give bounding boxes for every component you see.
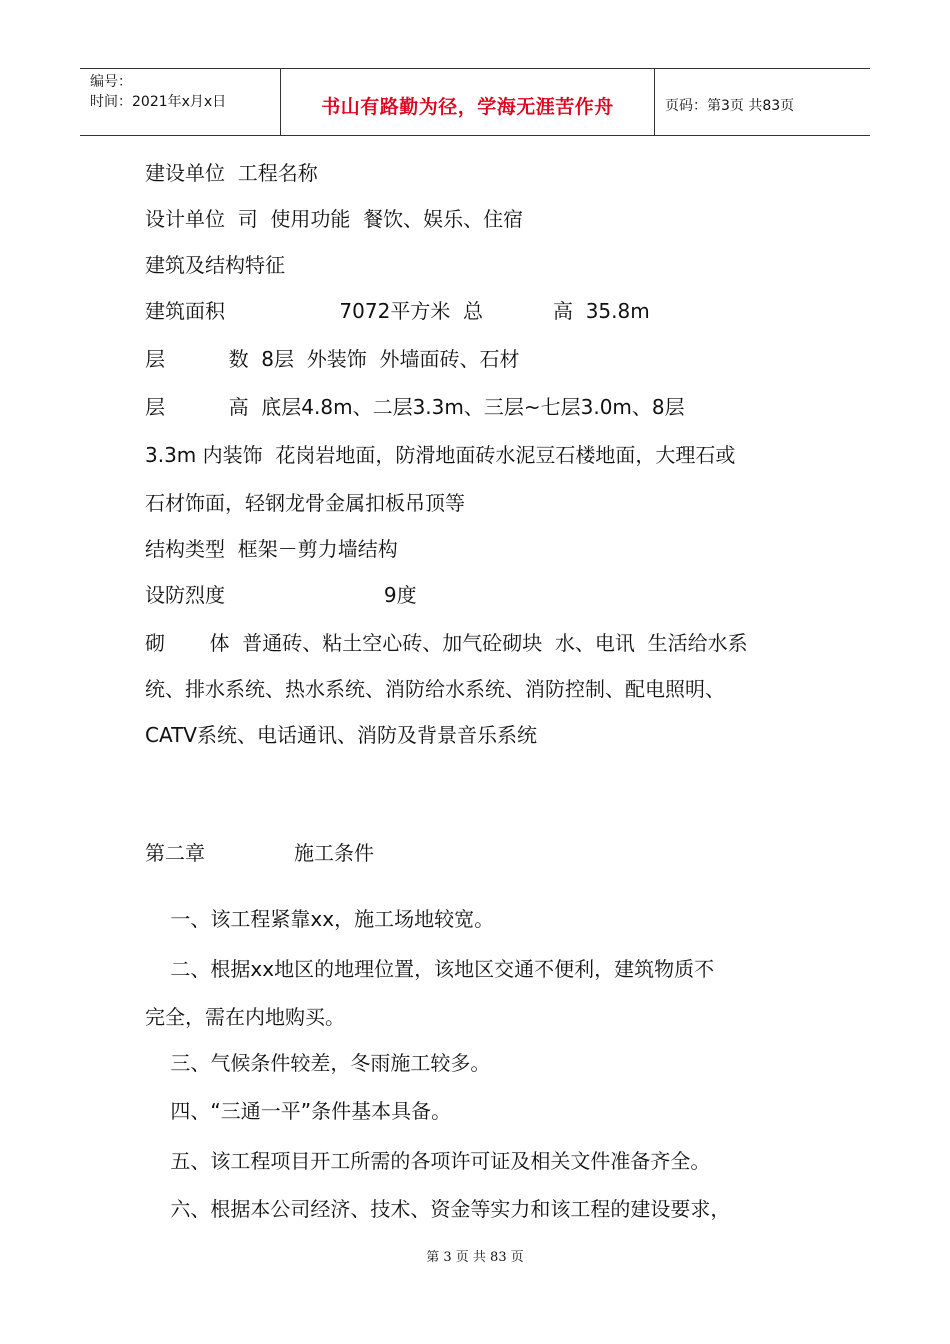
page-header xyxy=(80,68,870,136)
body-line: 建设单位 工程名称 xyxy=(145,161,318,185)
body-line: 砌 体 普通砖、粘土空心砖、加气砼砌块 水、电讯 生活给水系 xyxy=(145,631,748,655)
body-line: 四、“三通一平”条件基本具备。 xyxy=(145,1099,452,1123)
body-line: 层 高 底层4.8m、二层3.3m、三层~七层3.0m、8层 xyxy=(145,395,685,419)
header-meta xyxy=(80,69,281,135)
header-motto-cell xyxy=(281,69,655,135)
body-line: 三、气候条件较差，冬雨施工较多。 xyxy=(145,1051,491,1075)
date-label: 时间：2021年x月x日 xyxy=(90,94,227,110)
body-line: 层 数 8层 外装饰 外墙面砖、石材 xyxy=(145,347,520,371)
body-line: 结构类型 框架－剪力墙结构 xyxy=(145,537,398,561)
header-page-cell xyxy=(655,69,870,135)
body-line: CATV系统、电话通讯、消防及背景音乐系统 xyxy=(145,723,537,747)
body-line: 3.3m 内装饰 花岗岩地面，防滑地面砖水泥豆石楼地面，大理石或 xyxy=(145,443,736,467)
body-line: 二、根据xx地区的地理位置，该地区交通不便利，建筑物质不 xyxy=(145,957,715,981)
body-line: 五、该工程项目开工所需的各项许可证及相关文件准备齐全。 xyxy=(145,1149,711,1173)
body-line: 设防烈度 9度 xyxy=(145,583,417,607)
chapter-heading: 第二章 施工条件 xyxy=(145,841,375,865)
body-line: 一、该工程紧靠xx，施工场地较宽。 xyxy=(145,907,495,931)
body-line: 统、排水系统、热水系统、消防给水系统、消防控制、配电照明、 xyxy=(145,677,725,701)
body-line: 石材饰面，轻钢龙骨金属扣板吊顶等 xyxy=(145,491,465,515)
serial-label: 编号： xyxy=(90,74,132,90)
header-motto: 书山有路勤为径，学海无涯苦作舟 xyxy=(321,95,614,118)
header-page-label: 页码：第3页 共83页 xyxy=(665,98,795,114)
body-line: 建筑面积 7072平方米 总 高 35.8m xyxy=(145,299,650,323)
body-line: 六、根据本公司经济、技术、资金等实力和该工程的建设要求， xyxy=(145,1197,731,1221)
body-line: 设计单位 司 使用功能 餐饮、娱乐、住宿 xyxy=(145,207,524,231)
page-footer: 第 3 页 共 83 页 xyxy=(426,1250,524,1265)
body-line: 完全，需在内地购买。 xyxy=(145,1005,345,1029)
body-line: 建筑及结构特征 xyxy=(145,253,285,277)
